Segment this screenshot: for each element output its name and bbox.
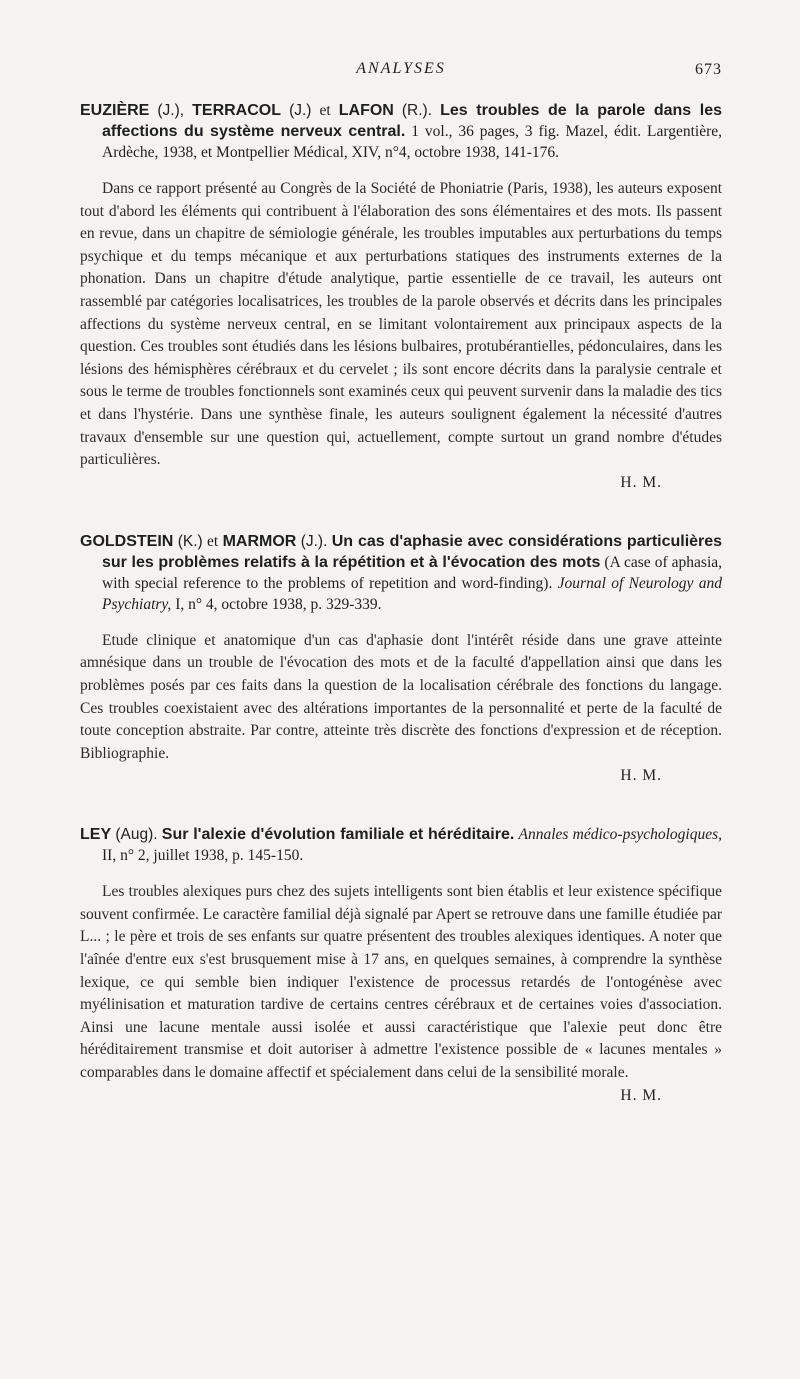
- title-translation: (A case of aphasia, with special reference to the problems of repetition and word-finding).: [102, 553, 723, 592]
- entry-title: Un cas d'aphasie avec considérations particulières sur les problèmes relatifs à la répétition et à l'évocation des mots: [102, 532, 723, 571]
- citation: [80, 100, 722, 163]
- publication-details: I, n° 4, octobre 1938, p. 329-339.: [175, 595, 382, 613]
- review-entry-3: [80, 824, 722, 1106]
- review-entry-1: [80, 100, 722, 494]
- author-name: LEY: [80, 826, 112, 844]
- signature: H. M.: [620, 767, 662, 785]
- journal-name: Annales médico-psychologiques,: [518, 826, 723, 844]
- author-initial: (R.).: [401, 102, 433, 119]
- author-name: EUZIÈRE: [80, 102, 150, 119]
- conjunction: et: [207, 532, 219, 550]
- page-number: 673: [695, 61, 722, 78]
- review-entry-2: [80, 531, 722, 788]
- citation: [80, 531, 722, 615]
- entry-title: Les troubles de la parole dans les affections du système nerveux central.: [102, 102, 723, 140]
- entry-title: Sur l'alexie d'évolution familiale et héréditaire.: [161, 826, 515, 844]
- author-name: LAFON: [338, 102, 394, 119]
- running-head: [80, 0, 722, 78]
- review-body: Dans ce rapport présenté au Congrès de la Société de Phoniatrie (Paris, 1938), les auteurs exposent tout d'abord les éléments qui contribuent à l'élaboration des sons élémentaires et des mots. Ils passent en revue, dans un chapitre de sémiologie générale, les troubles imputables aux perturbations du temps psychique et du temps mécanique et aux perturbations statiques des instruments externes de la phonation. Dans un chapitre d'étude analytique, partie essentielle de ce travail, les auteurs ont rassemblé par catégories localisatrices, les troubles de la parole observés et décrits dans les principales affections du système nerveux central, en se limitant volontairement aux principaux aspects de la question. Ces troubles sont étudiés dans les lésions bulbaires, protubérantielles, pédonculaires, dans les lésions des hémisphères cérébraux et du cervelet ; ils sont encore décrits dans la paralysie centrale et sous le terme de troubles fonctionnels sont examinés ceux qui peuvent survenir dans la maladie des tics et dans l'hystérie. Dans une synthèse finale, les auteurs soulignent également la nécessité d'autres travaux d'ensemble sur une question qui, actuellement, compte surtout un grand nombre d'études particulières.: [80, 180, 722, 469]
- author-name: MARMOR: [222, 532, 297, 550]
- signature: H. M.: [620, 1086, 662, 1104]
- signature: H. M.: [620, 473, 662, 491]
- author-name: TERRACOL: [192, 102, 282, 119]
- author-initial: (J.).: [300, 532, 328, 550]
- author-initial: (K.): [177, 532, 203, 550]
- author-initial: (J.),: [157, 102, 185, 119]
- author-initial: (Aug).: [115, 826, 158, 844]
- author-initial: (J.): [289, 102, 312, 119]
- review-body: Etude clinique et anatomique d'un cas d'aphasie dont l'intérêt réside dans une grave atteinte amnésique dans un trouble de l'évocation des mots et de la faculté d'appellation ainsi que dans les problèmes posés par ces faits dans la question de la localisation cérébrale des fonctions du langage. Ces troubles coexistaient avec des altérations importantes de la personnalité et perte de la faculté de toute conception abstraite. Par contre, atteinte très discrète des fonctions d'expression et de réception. Bibliographie.: [80, 631, 722, 762]
- journal-name: Journal of Neurology and Psychiatry,: [102, 574, 723, 613]
- author-name: GOLDSTEIN: [80, 532, 174, 550]
- publication-details: II, n° 2, juillet 1938, p. 145-150.: [102, 847, 304, 865]
- conjunction: et: [319, 102, 331, 119]
- running-title: ANALYSES: [356, 60, 446, 77]
- review-body: Les troubles alexiques purs chez des sujets intelligents sont bien établis et leur existence spécifique souvent confirmée. Le caractère familial déjà signalé par Apert se retrouve dans une famille étudiée par L... ; le père et trois de ses enfants sur quatre présentent des troubles alexiques identiques. A noter que l'aînée d'entre eux s'est brusquement mise à 17 ans, en quelques semaines, à comprendre la synthèse lexique, ce qui semble bien indiquer l'existence de processus retardés de l'ontogénèse avec myélinisation et maturation tardive de certains centres cérébraux et de certaines voies d'association. Ainsi une lacune mentale aussi isolée et aussi caractéristique que l'alexie peut donc être héréditairement transmise et doit autoriser à admettre l'existence possible de « lacunes mentales » comparables dans le domaine affectif et spécialement dans celui de la sensibilité morale.: [80, 883, 722, 1082]
- publication-details: 1 vol., 36 pages, 3 fig. Mazel, édit. Largentière, Ardèche, 1938, et Montpellier Médical, XIV, n°4, octobre 1938, 141-176.: [102, 123, 722, 161]
- citation: [80, 824, 722, 866]
